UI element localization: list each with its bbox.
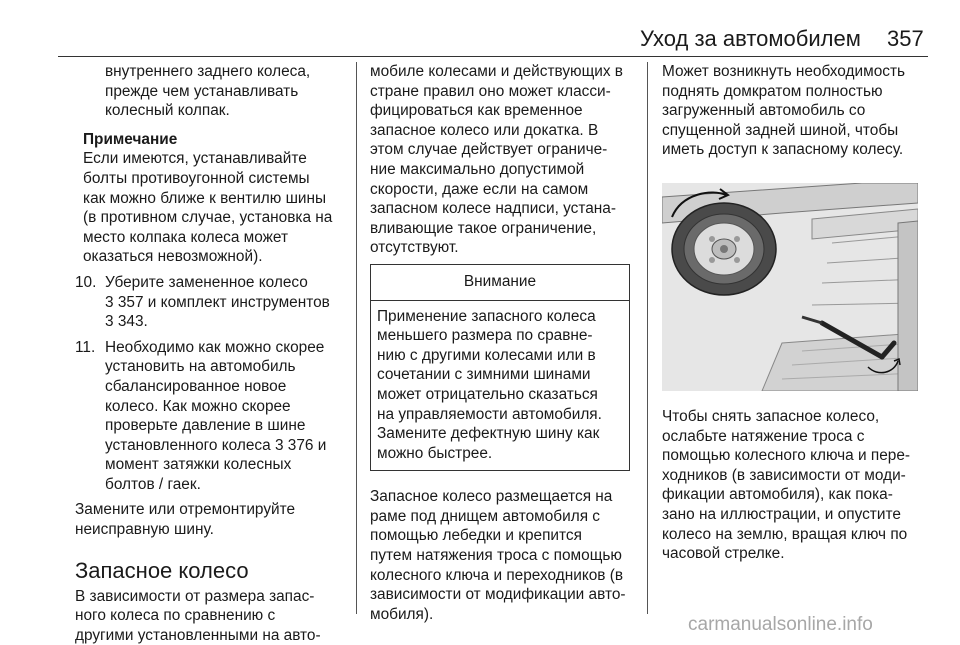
continued-step: внутреннего заднего колеса, прежде чем устанавливать колесный колпак. xyxy=(105,63,311,120)
column-2 xyxy=(370,62,634,624)
repair-paragraph: Замените или отремонтируйте неисправную шину. xyxy=(75,501,296,539)
page-ref-link[interactable]: 3 357 и комплект инструментов xyxy=(105,293,330,311)
step-10: 10. Уберите замененное колесо 3 357 и комплект инструментов 3 343. xyxy=(75,273,345,332)
note-block: Примечание Если имеются, устанавливайте болты противоугонной системы как можно ближе к вентилю шины (в противном случае, установка на место колпака колеса может оказаться невозможной). xyxy=(75,130,345,267)
column-1 xyxy=(75,62,345,645)
spare-wheel-illustration xyxy=(662,183,918,391)
section-title: Запасное колесо xyxy=(75,557,249,583)
page-ref-link[interactable]: установленного колеса 3 376 и xyxy=(105,436,327,454)
column-divider-2 xyxy=(647,62,648,614)
page-number: 357 xyxy=(887,26,924,51)
page-header-title: Уход за автомобилем xyxy=(640,26,861,51)
header-rule xyxy=(58,56,928,57)
step-11: 11. Необходимо как можно скорее установить на автомобиль сбалансированное новое колесо. Как можно скорее проверьте давление в шине установленного колеса 3 376 и момент затяжки колесных болтов / гаек. xyxy=(75,338,345,495)
placement-paragraph: Запасное колесо размещается на раме под днищем автомобиля с помощью лебедки и крепится путем натяжения троса с помощью колесного ключа и переходников (в зависимости от модификации авто- мобиля). xyxy=(370,488,626,623)
page-ref-link[interactable]: 3 343. xyxy=(105,313,148,331)
watermark: carmanualsonline.info xyxy=(688,614,873,635)
warning-body: Применение запасного колеса меньшего размера по сравне- нию с другими колесами или в сочетании с зимними шинами может отрицательно сказаться на управляемости автомобиля. Замените дефектную шину как можно быстрее. xyxy=(377,307,602,462)
column-3 xyxy=(662,62,930,564)
spare-wheel-paragraph: мобиле колесами и действующих в стране правил оно может класси- фицироваться как временное запасное колесо или докатка. В этом случае действует ограниче- ние максимально допустимой скорости, даже если на самом запасном колесе надписи, устана- вливающие такое ограничение, отсутствуют. xyxy=(370,63,623,257)
column-divider-1 xyxy=(356,62,357,614)
warning-title: Внимание xyxy=(371,265,629,301)
step-number: 11. xyxy=(75,338,96,356)
removal-paragraph: Чтобы снять запасное колесо, ослабьте натяжение троса с помощью колесного ключа и пере- ходников (в зависимости от моди- фикации автомобиля), как пока- зано на иллюстрации, и опустите колесо на землю, вращая ключ по часовой стрелке. xyxy=(662,407,911,563)
section-paragraph: В зависимости от размера запас- ного колеса по сравнению с другими установленными на авто- xyxy=(75,587,321,644)
jack-paragraph: Может возникнуть необходимость поднять домкратом полностью загруженный автомобиль со спущенной задней шиной, чтобы иметь доступ к запасному колесу. xyxy=(662,63,906,159)
step-number: 10. xyxy=(75,273,97,291)
note-heading: Примечание xyxy=(83,130,178,148)
warning-box xyxy=(370,264,630,471)
